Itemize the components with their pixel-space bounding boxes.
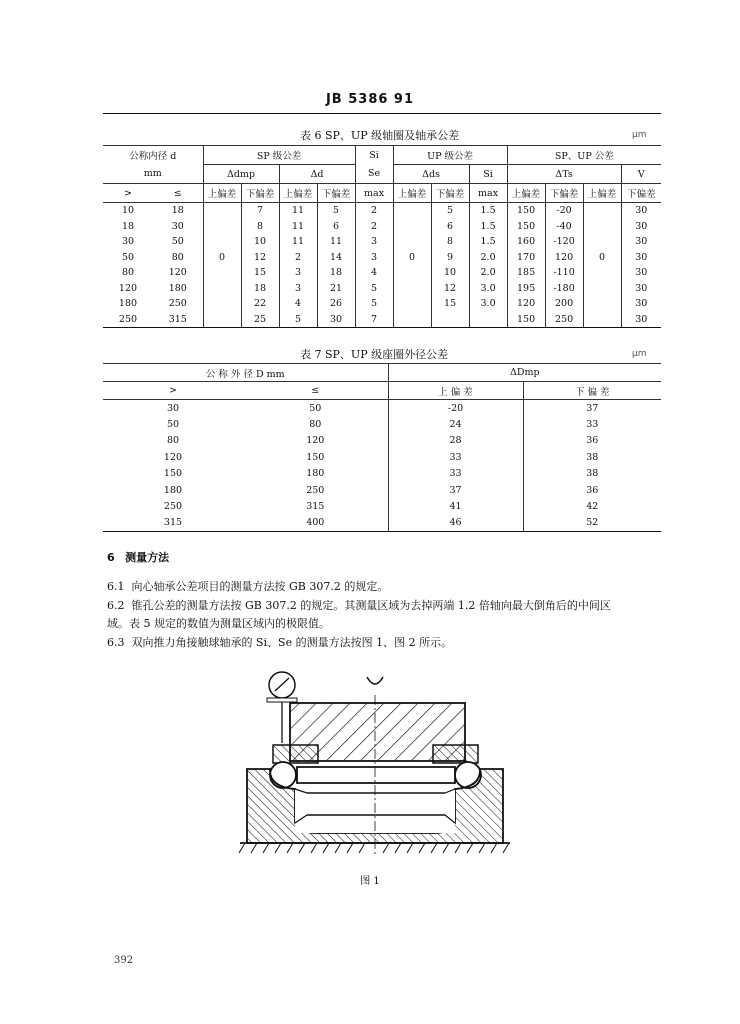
table-cell: 30 [621, 312, 661, 328]
header-mm: mm [103, 165, 203, 184]
table-row [103, 498, 661, 514]
header-sp-grade: SP 级公差 [203, 146, 355, 165]
header-si-symbol: Si [355, 146, 393, 165]
header-ts: ΔTs [507, 165, 621, 184]
table-cell: 150 [507, 312, 545, 328]
table-cell: 180 [306, 468, 325, 480]
table-cell: 150 [507, 203, 545, 219]
header-upper: 上偏差 [393, 184, 431, 203]
merged-zero-cell [583, 219, 621, 235]
table-cell: 5 [355, 296, 393, 312]
table-cell: 250 [545, 312, 583, 328]
table-cell: 160 [507, 234, 545, 250]
header-sp-up: SP、UP 公差 [507, 146, 661, 165]
header-lower: 下偏差 [545, 184, 583, 203]
paragraph-6-3: 6.3 双向推力角接触球轴承的 Si、Se 的测量方法按图 1、图 2 所示。 [107, 636, 453, 649]
merged-zero-cell [393, 265, 431, 281]
table-cell: 26 [317, 296, 355, 312]
merged-zero-cell [393, 281, 431, 297]
table-cell: 12 [431, 281, 469, 297]
table-cell: 2 [279, 250, 317, 266]
table-cell: 18 [241, 281, 279, 297]
table-cell: 14 [317, 250, 355, 266]
table-cell: 200 [545, 296, 583, 312]
header-se-symbol: Se [355, 165, 393, 184]
table-row [103, 400, 661, 417]
table7-caption: 表 7 SP、UP 级座圈外径公差 [300, 348, 449, 361]
table-cell: 11 [279, 203, 317, 219]
table-cell: 150 [163, 468, 183, 480]
table-row [103, 250, 661, 266]
table7-unit: μm [632, 349, 647, 359]
table-cell: 36 [523, 433, 661, 449]
table-cell: 30 [317, 312, 355, 328]
table-cell: 80 [121, 267, 135, 279]
paragraph-6-2-cont: 域。表 5 规定的数值为测量区域内的极限值。 [107, 617, 330, 630]
table-cell: -110 [545, 265, 583, 281]
table-cell: 180 [163, 484, 183, 496]
header-lower: 下 偏 差 [523, 382, 661, 400]
merged-zero-cell [583, 312, 621, 328]
merged-zero-cell [203, 281, 241, 297]
table-cell: 11 [317, 234, 355, 250]
header-lower: 下偏差 [431, 184, 469, 203]
merged-zero-cell [393, 203, 431, 219]
table-cell: 30 [621, 265, 661, 281]
table-cell: 120 [545, 250, 583, 266]
header-d-dev: Δd [279, 165, 355, 184]
table-cell: 7 [355, 312, 393, 328]
ground-hatching [239, 843, 509, 853]
merged-zero-cell [393, 312, 431, 328]
table-cell: 120 [168, 267, 187, 279]
table-row [103, 515, 661, 532]
table-cell: 5 [431, 203, 469, 219]
table-cell: 46 [388, 515, 523, 532]
table-cell: 3 [279, 281, 317, 297]
table6-unit: μm [632, 130, 647, 140]
table-cell: 38 [523, 449, 661, 465]
table-cell: 30 [621, 281, 661, 297]
table-cell: 3 [279, 265, 317, 281]
table-row [103, 296, 661, 312]
table-cell: 30 [621, 296, 661, 312]
table-cell: 3.0 [469, 281, 507, 297]
header-dmp: Δdmp [203, 165, 279, 184]
table-row [103, 219, 661, 235]
paragraph-6-1: 6.1 向心轴承公差项目的测量方法按 GB 307.2 的规定。 [107, 580, 389, 593]
table-cell: 33 [388, 466, 523, 482]
left-washer [273, 745, 318, 763]
header-upper: 上偏差 [507, 184, 545, 203]
paragraph-6-2: 6.2 锥孔公差的测量方法按 GB 307.2 的规定。其测量区域为去掉两端 1.2 倍轴向最大倒角后的中间区 [107, 599, 611, 612]
table-cell: 120 [163, 451, 183, 463]
standard-number: JB 5386 91 [325, 92, 415, 107]
merged-zero-cell: 0 [393, 250, 431, 266]
header-upper: 上偏差 [203, 184, 241, 203]
table-cell: 1.5 [469, 219, 507, 235]
table-cell: 10 [431, 265, 469, 281]
table-row [103, 281, 661, 297]
table-row [103, 449, 661, 465]
table-cell: 4 [355, 265, 393, 281]
merged-zero-cell [583, 203, 621, 219]
table-cell: 52 [523, 515, 661, 532]
table-row [103, 265, 661, 281]
table-cell: 38 [523, 466, 661, 482]
table-cell: 5 [279, 312, 317, 328]
table-cell: 18 [317, 265, 355, 281]
merged-zero-cell [203, 296, 241, 312]
table-cell: 195 [507, 281, 545, 297]
merged-zero-cell: 0 [583, 250, 621, 266]
table6 [103, 145, 661, 328]
header-upto: ≤ [243, 382, 388, 400]
header-max: max [469, 184, 507, 203]
table-row [103, 433, 661, 449]
table-cell: 120 [507, 296, 545, 312]
figure-caption: 图 1 [360, 876, 380, 887]
table-cell: 3 [355, 250, 393, 266]
table-cell: 8 [431, 234, 469, 250]
header-v: V [621, 165, 661, 184]
table-cell: 3.0 [469, 296, 507, 312]
table-cell: 1.5 [469, 234, 507, 250]
table-cell: 80 [309, 419, 322, 431]
table-cell: 18 [121, 220, 135, 232]
table-cell: 30 [621, 219, 661, 235]
table-cell [469, 312, 507, 328]
merged-zero-cell [393, 234, 431, 250]
table-cell: 37 [523, 400, 661, 417]
table-cell: 50 [166, 419, 180, 431]
merged-zero-cell [583, 234, 621, 250]
table-cell: 150 [507, 219, 545, 235]
table-cell: 250 [168, 298, 187, 310]
header-lower: 下偏差 [317, 184, 355, 203]
table-cell: 170 [507, 250, 545, 266]
table-cell: -120 [545, 234, 583, 250]
header-dmp: ΔDmp [388, 364, 661, 382]
table-cell: 21 [317, 281, 355, 297]
table-cell: 33 [523, 416, 661, 432]
table-cell: 5 [317, 203, 355, 219]
table-cell: 180 [118, 298, 138, 310]
table-row [103, 312, 661, 328]
table-cell: 11 [279, 219, 317, 235]
table-cell: 2 [355, 219, 393, 235]
table-cell: 315 [153, 312, 203, 328]
table-cell: 120 [306, 435, 325, 447]
header-max: max [355, 184, 393, 203]
table-cell: 30 [621, 250, 661, 266]
header-up-grade: UP 级公差 [393, 146, 507, 165]
table7 [103, 363, 661, 532]
table-cell [431, 312, 469, 328]
table-cell: 24 [388, 416, 523, 432]
table-cell: 18 [171, 205, 184, 217]
table-cell: 22 [241, 296, 279, 312]
right-washer [433, 745, 478, 763]
table-cell: 30 [171, 220, 184, 232]
merged-zero-cell [583, 265, 621, 281]
table-row [103, 203, 661, 219]
table6-caption: 表 6 SP、UP 级轴圈及轴承公差 [300, 129, 460, 142]
merged-zero-cell [203, 312, 241, 328]
header-over: > [103, 382, 243, 400]
table-cell: 315 [103, 515, 243, 532]
table-cell: 28 [388, 433, 523, 449]
table-cell: 400 [243, 515, 388, 532]
table-cell: 33 [388, 449, 523, 465]
table-cell: 6 [317, 219, 355, 235]
header-upper: 上偏差 [583, 184, 621, 203]
merged-zero-cell [203, 219, 241, 235]
section-heading: 6 测量方法 [107, 551, 170, 564]
table-cell: -20 [388, 400, 523, 417]
table-cell: 15 [241, 265, 279, 281]
merged-zero-cell [583, 296, 621, 312]
table-cell: 11 [279, 234, 317, 250]
table-cell: 6 [431, 219, 469, 235]
header-nominal-bore: 公称内径 d [103, 146, 203, 165]
table-cell: 250 [103, 312, 153, 328]
shaft-washer [297, 767, 455, 783]
merged-zero-cell [393, 296, 431, 312]
table-cell: 12 [241, 250, 279, 266]
table-row [103, 416, 661, 432]
table-cell: 30 [166, 402, 180, 414]
header-up-ds: Δds [393, 165, 469, 184]
merged-zero-cell [203, 234, 241, 250]
table-row [103, 482, 661, 498]
table-cell: 25 [241, 312, 279, 328]
table-cell: 36 [523, 482, 661, 498]
header-up-s: Si [469, 165, 507, 184]
table-row [103, 466, 661, 482]
merged-zero-cell [203, 265, 241, 281]
table-row [103, 234, 661, 250]
table-cell: 80 [171, 251, 184, 263]
table-cell: 30 [121, 236, 135, 248]
table-cell: 8 [241, 219, 279, 235]
table-cell: 5 [355, 281, 393, 297]
table-cell: -20 [545, 203, 583, 219]
table-cell: 37 [388, 482, 523, 498]
table-cell: -40 [545, 219, 583, 235]
page-number: 392 [114, 955, 134, 966]
table-cell: 42 [523, 498, 661, 514]
table-cell: 30 [621, 234, 661, 250]
table-cell: 41 [388, 498, 523, 514]
table-cell: 80 [166, 435, 180, 447]
merged-zero-cell [393, 219, 431, 235]
header-upper: 上 偏 差 [388, 382, 523, 400]
header-upper: 上偏差 [279, 184, 317, 203]
table-cell: 9 [431, 250, 469, 266]
merged-zero-cell [203, 203, 241, 219]
table-cell: 2.0 [469, 250, 507, 266]
merged-zero-cell [583, 281, 621, 297]
table-cell: -180 [545, 281, 583, 297]
table-cell: 50 [121, 251, 135, 263]
table-cell: 120 [118, 282, 138, 294]
header-upto: ≤ [153, 184, 203, 203]
table-cell: 2 [355, 203, 393, 219]
table-cell: 30 [621, 203, 661, 219]
table-cell: 250 [163, 501, 183, 513]
header-over: > [103, 184, 153, 203]
header-lower: 下偏差 [621, 184, 661, 203]
table-cell: 2.0 [469, 265, 507, 281]
table-cell: 15 [431, 296, 469, 312]
table-cell: 7 [241, 203, 279, 219]
load-mark [367, 677, 383, 684]
header-nominal-od: 公 称 外 径 D mm [103, 364, 388, 382]
header-lower: 下偏差 [241, 184, 279, 203]
table-cell: 1.5 [469, 203, 507, 219]
table-cell: 10 [241, 234, 279, 250]
table-cell: 150 [306, 451, 325, 463]
table-cell: 50 [309, 402, 322, 414]
table-cell: 10 [121, 205, 135, 217]
table-cell: 250 [306, 484, 325, 496]
header-rule [103, 113, 661, 114]
table-cell: 50 [171, 236, 184, 248]
table-cell: 4 [279, 296, 317, 312]
table-cell: 3 [355, 234, 393, 250]
merged-zero-cell: 0 [203, 250, 241, 266]
table-cell: 315 [306, 501, 325, 513]
table-cell: 180 [168, 282, 187, 294]
bearing-measurement-figure [235, 665, 515, 865]
table-cell: 185 [507, 265, 545, 281]
